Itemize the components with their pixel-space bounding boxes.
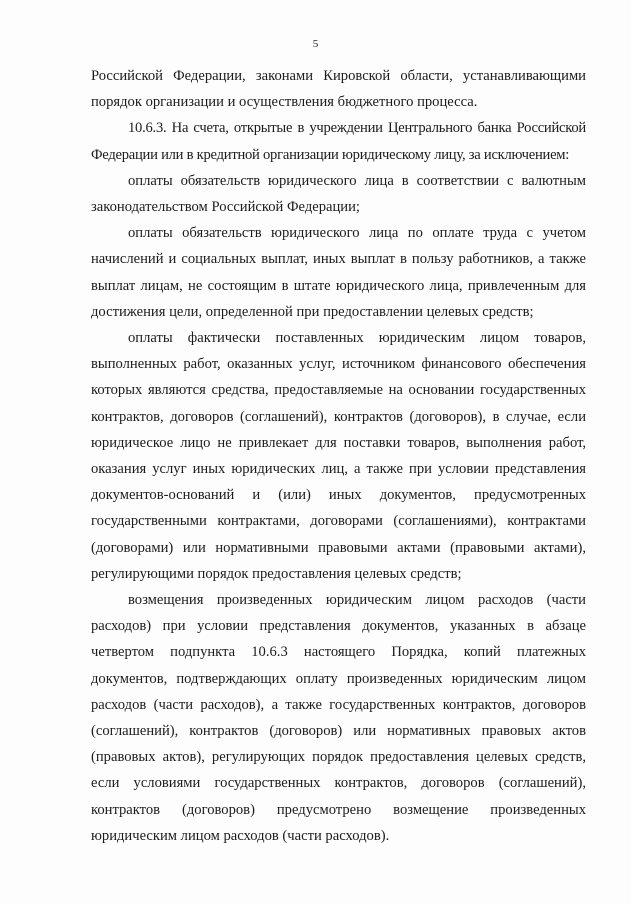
paragraph-1: Российской Федерации, законами Кировской области, устанавливающими порядок организации и осуществления бюджетного процесса. — [91, 68, 586, 111]
document-body — [91, 63, 586, 849]
paragraph-2: 10.6.3. На счета, открытые в учреждении Центрального банка Российской Федерации или в кредитной организации юридическому лицу, за исключением: — [91, 120, 586, 163]
paragraph-5: оплаты фактически поставленных юридическим лицом товаров, выполненных работ, оказанных услуг, источником финансового обеспечения которых являются средства, предоставляемые на основании государственных контрактов, договоров (соглашений), контрактов (договоров), в случае, если юридическое лицо не привлекает для поставки товаров, выполнения работ, оказания услуг иных юридических лиц, а также при условии представления документов-оснований и (или) иных документов, предусмотренных государственными контрактами, договорами (соглашениями), контрактами (договорами) или нормативными правовыми актами (правовыми актами), регулирующими порядок предоставления целевых средств; — [91, 330, 586, 582]
paragraph-3: оплаты обязательств юридического лица в соответствии с валютным законодательством Российской Федерации; — [91, 172, 586, 216]
paragraph-4: оплаты обязательств юридического лица по оплате труда с учетом начислений и социальных выплат, иных выплат в пользу работников, а также выплат лицам, не состоящим в штате юридического лица, привлеченным для достижения цели, определенной при предоставлении целевых средств; — [91, 225, 586, 320]
paragraph-6: возмещения произведенных юридическим лицом расходов (части расходов) при условии представления документов, указанных в абзаце четвертом подпункта 10.6.3 настоящего Порядка, копий платежных документов, подтверждающих оплату произведенных юридическим лицом расходов (части расходов), а также государственных контрактов, договоров (соглашений), контрактов (договоров) или нормативных правовых актов (правовых актов), регулирующих порядок предоставления целевых средств, если условиями государственных контрактов, договоров (соглашений), контрактов (договоров) предусмотрено возмещение произведенных юридическим лицом расходов (части расходов). — [91, 592, 586, 844]
page-number: 5 — [312, 38, 319, 50]
